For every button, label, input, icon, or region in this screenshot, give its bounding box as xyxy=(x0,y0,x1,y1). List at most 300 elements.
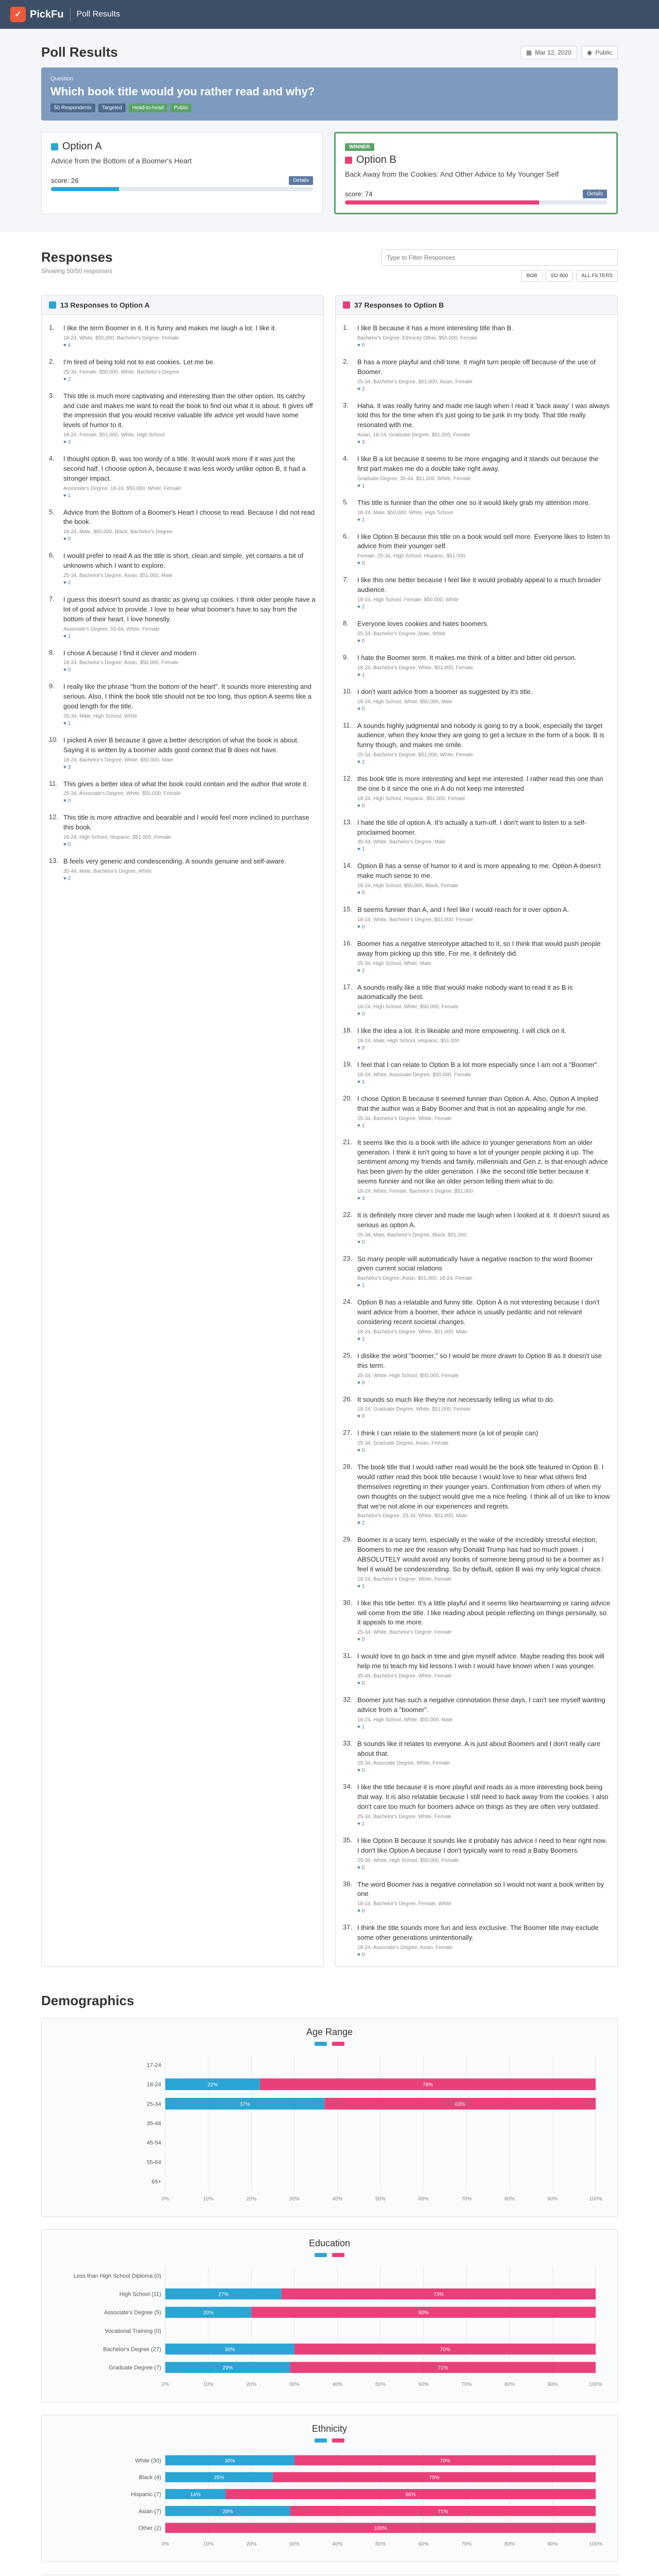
response-text: I like this one better because I feel like it would probably appeal to a much broader audience. xyxy=(357,576,601,594)
response-text: A sounds highly judgmental and nobody is going to try a book, especially the target audience, when they know they are going to get a lecture in the form of a book. B is funny though, and makes me smile. xyxy=(357,721,604,749)
response-demographics: 18-24, High School, White, $50,000, Male xyxy=(357,699,453,705)
x-tick-label: 70% xyxy=(461,2541,472,2547)
question-text: Which book title would you rather read and why? xyxy=(50,85,315,98)
response-number: 1. xyxy=(49,324,55,331)
response-demographics: Bachelor's Degree, 25-34, White, $51,000, Male xyxy=(357,1513,467,1519)
response-like-button[interactable]: ♥ 2 xyxy=(63,875,71,882)
response-item xyxy=(343,1832,610,1875)
response-item xyxy=(343,1056,610,1090)
category-label: Graduate Degree (7) xyxy=(109,2365,161,2371)
response-number: 36. xyxy=(343,1879,353,1888)
demographics-title: Demographics xyxy=(41,1992,134,2008)
response-like-button[interactable]: ♥ 0 xyxy=(357,1952,365,1958)
response-body xyxy=(357,1060,599,1085)
response-demographics: 18-24, High School, Hispanic, $51,000, Female xyxy=(63,835,171,841)
response-item xyxy=(343,857,610,901)
option-a-score-bar xyxy=(51,187,313,191)
response-body xyxy=(357,721,610,766)
response-like-button[interactable]: ♥ 0 xyxy=(63,842,71,848)
response-item xyxy=(343,1206,610,1250)
option-b-responses-column xyxy=(335,295,618,1967)
response-item xyxy=(343,1022,610,1056)
response-like-button[interactable]: ♥ 1 xyxy=(357,483,365,489)
option-b-score: score: 74 xyxy=(345,190,373,198)
response-number: 21. xyxy=(343,1138,353,1146)
demographics-section xyxy=(0,1977,659,2576)
response-body xyxy=(357,575,610,610)
category-label: Black (4) xyxy=(138,2475,161,2481)
response-demographics: 25-34, Bachelor's Degree, White, Female xyxy=(357,1814,452,1820)
response-like-button[interactable]: ♥ 1 xyxy=(63,493,71,499)
response-item xyxy=(49,677,316,731)
response-number: 12. xyxy=(49,813,59,821)
response-like-button[interactable]: ♥ 0 xyxy=(357,638,365,644)
response-item xyxy=(343,397,610,450)
response-body xyxy=(357,687,532,712)
question-card xyxy=(41,67,618,121)
legend-option-b xyxy=(332,2253,344,2257)
response-like-button[interactable]: ♥ 0 xyxy=(357,1011,365,1018)
data-label-option-a: 22% xyxy=(207,2082,218,2088)
response-text: Haha. It was really funny and made me laugh when I read it 'back away' I was always told this for the time when it's just going to be junk in my body. That title really resonated with me. xyxy=(357,401,610,429)
response-body xyxy=(357,401,610,446)
x-tick-label: 50% xyxy=(375,2541,386,2547)
response-like-button[interactable]: ♥ 2 xyxy=(357,604,365,610)
response-item xyxy=(343,1531,610,1594)
response-text: The word Boomer has a negative connotation so I would not want a book written by one xyxy=(357,1880,604,1898)
response-number: 4. xyxy=(49,454,55,463)
response-number: 24. xyxy=(343,1298,353,1306)
response-like-button[interactable]: ♥ 2 xyxy=(63,376,71,382)
response-text: I like B because it has a more interesting title than B. xyxy=(357,324,513,332)
response-text: It seems like this is a book with life advice to younger generations from an older generation. I think it isn't going to have a lot of younger people picking it up. The sentiment among my friends and family, millennials and Gen z, is that enough advice has been given by the older generation. I like the second title better because it seems funnier and not like an older person telling them what to do. xyxy=(357,1138,608,1185)
data-label-option-b: 80% xyxy=(418,2310,429,2316)
x-tick-label: 80% xyxy=(504,2541,515,2547)
response-item xyxy=(49,547,316,590)
option-b-details-button[interactable]: Details xyxy=(583,190,607,198)
response-like-button[interactable]: ♥ 0 xyxy=(357,803,365,809)
option-b-responses-title: 37 Responses to Option B xyxy=(354,301,444,309)
response-like-button[interactable]: ♥ 0 xyxy=(357,1239,365,1245)
response-body xyxy=(63,454,316,499)
response-demographics: 18-24, Bachelor's Degree, White, $51,000, Male xyxy=(357,1329,467,1335)
option-a-card xyxy=(41,132,323,214)
option-a-swatch xyxy=(49,301,56,309)
response-number: 20. xyxy=(343,1094,353,1102)
response-body xyxy=(357,983,610,1018)
x-tick-label: 60% xyxy=(418,2196,429,2202)
visibility-pill[interactable]: ◉ Public xyxy=(581,46,618,59)
response-text: I don't want advice from a boomer as suggested by it's title. xyxy=(357,687,533,696)
response-body xyxy=(357,324,513,348)
response-demographics: 25-34, Bachelor's Degree, $51,000, White, Female xyxy=(357,752,473,758)
response-item xyxy=(343,1647,610,1691)
option-b-description: Back Away from the Cookies: And Other Advice to My Younger Self xyxy=(345,170,559,178)
response-body xyxy=(63,857,286,882)
data-label-option-b: 70% xyxy=(440,2347,450,2353)
response-demographics: 25-34, High School, White, Male xyxy=(357,960,431,967)
x-tick-label: 10% xyxy=(203,2381,214,2387)
response-like-button[interactable]: ♥ 3 xyxy=(63,764,71,770)
response-like-button[interactable]: ♥ 0 xyxy=(357,890,365,896)
category-label: White (30) xyxy=(135,2458,161,2464)
response-body xyxy=(357,1652,610,1686)
response-demographics: 18-24, White, Female, Bachelor's Degree, $51,000 xyxy=(357,1188,473,1194)
response-item xyxy=(49,353,316,387)
response-demographics: 18-24, Male, High School, Hispanic, $51,000 xyxy=(357,1038,459,1044)
data-label-option-a: 14% xyxy=(190,2492,201,2498)
response-text: I picked A over B because it gave a better description of what the book is about. Saying it is written by a boomer adds good context that B does not have. xyxy=(63,736,299,754)
response-text: So many people will automatically have a negative reaction to the word Boomer given current social relations xyxy=(357,1255,593,1273)
response-demographics: Asian, 18-24, Graduate Degree, $51,000, Female xyxy=(357,432,471,438)
response-body xyxy=(63,508,316,543)
option-a-responses-column xyxy=(41,295,324,1967)
response-item xyxy=(49,319,316,353)
response-demographics: Bachelor's Degree, Asian, $51,000, 18-24, Female xyxy=(357,1276,473,1282)
response-text: Everyone loves cookies and hates boomers. xyxy=(357,619,489,628)
response-demographics: 18-24, High School, Hispanic, $51,000, Female xyxy=(357,795,465,802)
response-body xyxy=(63,595,316,639)
response-number: 23. xyxy=(343,1254,353,1262)
data-label-option-a: 37% xyxy=(239,2102,250,2108)
response-demographics: 18-24, Female, $51,000, White, High School xyxy=(63,432,165,438)
response-text: I would prefer to read A as the title is short, clean and simple, yet contains a bit of unknowns which I want to explore. xyxy=(63,552,304,570)
option-a-swatch xyxy=(51,143,58,150)
response-number: 2. xyxy=(343,357,349,365)
x-tick-label: 40% xyxy=(332,2381,343,2387)
response-demographics: 18-24, High School, $50,000, Black, Female xyxy=(357,883,458,889)
response-like-button[interactable]: ♥ 3 xyxy=(63,439,71,446)
winner-badge: WINNER xyxy=(345,143,374,151)
response-number: 13. xyxy=(49,857,59,865)
response-demographics: 25-34, Female, $50,000, White, Bachelor's Degree xyxy=(63,369,179,375)
response-body xyxy=(357,358,610,392)
category-label: 65+ xyxy=(151,2179,161,2185)
response-like-button[interactable]: ♥ 0 xyxy=(63,536,71,543)
response-text: I guess this doesn't sound as drastic as giving up cookies. I think older people have a lot of good advice to provide. I love to hear what boomer's have to say from the bottom of their heart. I love honestly. xyxy=(63,595,316,623)
option-b-score-fill xyxy=(345,200,539,205)
response-text: It is definitely more clever and made me laugh when I looked at it. It doesn't sound as serious as option A. xyxy=(357,1211,610,1229)
response-like-button[interactable]: ♥ 0 xyxy=(357,924,365,930)
response-text: I think the title sounds more fun and less exclusive. The Boomer title may exclude some other generations unintentionally. xyxy=(357,1924,599,1942)
response-demographics: 18-24, High School, White, $50,000, Male xyxy=(357,1717,453,1723)
response-number: 16. xyxy=(343,939,353,947)
response-like-button[interactable]: ♥ 1 xyxy=(357,1336,365,1342)
response-item xyxy=(343,1691,610,1735)
response-number: 8. xyxy=(343,619,349,627)
filter-button-1[interactable]: BOB xyxy=(521,270,542,282)
response-text: I feel that I can relate to Option B a lot more especially since I am not a "Boomer". xyxy=(357,1061,599,1069)
filter-responses-input[interactable] xyxy=(381,249,618,266)
data-label-option-b: 73% xyxy=(433,2292,444,2298)
response-like-button[interactable]: ♥ 1 xyxy=(63,633,71,639)
response-number: 14. xyxy=(343,861,353,870)
response-demographics: 18-24, White, Associate Degree, $50,000, Female xyxy=(357,1072,472,1078)
response-like-button[interactable]: ♥ 0 xyxy=(357,1865,365,1871)
category-label: High School (11) xyxy=(119,2291,161,2298)
response-like-button[interactable]: ♥ 1 xyxy=(357,846,365,853)
response-body xyxy=(357,1836,610,1871)
response-demographics: 35-44, White, Bachelor's Degree, Male xyxy=(357,839,446,845)
response-like-button[interactable]: ♥ 0 xyxy=(357,1768,365,1774)
response-number: 5. xyxy=(49,507,55,516)
response-like-button[interactable]: ♥ 0 xyxy=(357,342,365,348)
response-body xyxy=(357,1599,610,1643)
response-demographics: Associate's Degree, 18-24, $50,000, White, Female xyxy=(63,485,181,492)
response-item xyxy=(343,494,610,528)
response-demographics: 25-34, Bachelor's Degree, Male, White xyxy=(357,631,446,637)
response-item xyxy=(343,901,610,935)
x-tick-label: 20% xyxy=(246,2541,257,2547)
response-like-button[interactable]: ♥ 1 xyxy=(63,720,71,726)
response-body xyxy=(63,649,197,673)
response-item xyxy=(49,387,316,450)
response-item xyxy=(49,775,316,809)
x-tick-label: 60% xyxy=(418,2541,429,2547)
response-like-button[interactable]: ♥ 1 xyxy=(357,1821,365,1827)
response-body xyxy=(357,818,610,853)
response-like-button[interactable]: ♥ 1 xyxy=(357,1724,365,1730)
response-number: 35. xyxy=(343,1836,353,1844)
demographic-chart xyxy=(41,2415,618,2562)
response-text: B seems funnier than A, and I feel like I would reach for it over option A. xyxy=(357,906,569,914)
response-text: Boomer has a negative stereotype attached to it, so I think that would push people away from picking up this title. For me, it definitely did. xyxy=(357,939,601,957)
response-demographics: 18-24, Male, $50,000, Black, Bachelor's Degree xyxy=(63,529,173,535)
data-label-option-b: 70% xyxy=(440,2458,450,2464)
data-label-option-b: 71% xyxy=(438,2365,448,2371)
response-body xyxy=(357,1395,554,1420)
response-like-button[interactable]: ♥ 0 xyxy=(357,561,365,567)
response-like-button[interactable]: ♥ 2 xyxy=(63,580,71,586)
response-text: I like Option B because it sounds like it probably has advice I need to hear right now. I don't like Option A because I don't typically want to read a Baby Boomers. xyxy=(357,1836,607,1854)
response-body xyxy=(357,1535,610,1589)
category-label: 17-24 xyxy=(146,2062,161,2069)
x-tick-label: 20% xyxy=(246,2196,257,2202)
data-label-option-a: 29% xyxy=(222,2509,233,2515)
date-pill: ▦ Mar 12, 2020 xyxy=(521,46,577,59)
response-like-button[interactable]: ♥ 3 xyxy=(357,439,365,446)
response-number: 29. xyxy=(343,1535,353,1544)
x-tick-label: 10% xyxy=(203,2541,214,2547)
category-label: Hispanic (7) xyxy=(131,2491,161,2498)
category-label: 25-34 xyxy=(146,2101,161,2108)
response-text: I like the term Boomer in it. It is funny and makes me laugh a lot. I like it. xyxy=(63,324,277,332)
option-a-score: score: 26 xyxy=(51,177,79,184)
response-item xyxy=(49,731,316,775)
response-demographics: 25-34, White, High School, $50,000, Female xyxy=(357,1372,459,1379)
response-body xyxy=(357,1739,610,1774)
response-demographics: 25-34, Associate's Degree, White, $50,000, Female xyxy=(63,791,181,797)
tag-head-to-head: Head-to-head xyxy=(129,104,167,112)
response-like-button[interactable]: ♥ 2 xyxy=(357,968,365,974)
response-demographics: 18-24, Bachelor's Degree, Asian, $50,000, Female xyxy=(63,660,179,666)
response-like-button[interactable]: ♥ 1 xyxy=(357,1283,365,1289)
stacked-bar-chart xyxy=(52,2051,606,2206)
response-number: 5. xyxy=(343,498,349,506)
response-item xyxy=(49,852,316,886)
response-like-button[interactable]: ♥ 2 xyxy=(357,1520,365,1527)
response-like-button[interactable]: ♥ 0 xyxy=(357,1637,365,1643)
response-number: 17. xyxy=(343,982,353,991)
tag-targeted: Targeted xyxy=(98,104,126,112)
response-like-button[interactable]: ♥ 1 xyxy=(357,517,365,523)
chart-title: Education xyxy=(308,2238,351,2248)
response-number: 30. xyxy=(343,1598,353,1606)
response-text: I thought option B, was too wordy of a title. It would work more if it was just the second half. I choose option A, because it was less wordy unlike option B, it had a stronger impact. xyxy=(63,455,306,482)
response-text: The book title that I would rather read would be the book title featured in Option B. I would rather read this book title because I would love to hear what others find themselves regretting in their younger years. Confirmation from others of when my own thoughts on the subject would give me a nice feeling. I think all of us like to know that we're not alone in our experiences and regrets. xyxy=(357,1463,610,1510)
response-like-button[interactable]: ♥ 0 xyxy=(357,1681,365,1686)
response-like-button[interactable]: ♥ 2 xyxy=(357,759,365,766)
data-label-option-b: 86% xyxy=(405,2492,416,2498)
response-body xyxy=(63,736,316,770)
option-a-responses-title: 13 Responses to Option A xyxy=(60,301,150,309)
response-number: 7. xyxy=(343,575,349,584)
response-body xyxy=(63,324,276,348)
response-item xyxy=(343,1778,610,1832)
response-body xyxy=(357,1026,566,1051)
legend-option-b xyxy=(332,2438,344,2443)
option-a-details-button[interactable]: Details xyxy=(289,176,313,185)
data-label-option-b: 100% xyxy=(374,2526,387,2532)
brand-logo[interactable] xyxy=(10,7,64,22)
response-item xyxy=(343,978,610,1022)
response-number: 10. xyxy=(343,687,353,695)
response-like-button[interactable]: ♥ 4 xyxy=(63,342,71,348)
category-label: Less than High School Diploma (0) xyxy=(74,2273,161,2279)
response-like-button[interactable]: ♥ 0 xyxy=(357,1448,365,1454)
response-demographics: 18-24, Bachelor's Degree, White, $50,000, Male xyxy=(63,757,174,763)
response-body xyxy=(357,619,489,644)
response-like-button[interactable]: ♥ 0 xyxy=(357,1414,365,1420)
response-like-button[interactable]: ♥ 0 xyxy=(357,1908,365,1914)
response-body xyxy=(63,813,316,848)
response-number: 8. xyxy=(49,648,55,656)
demographic-chart xyxy=(41,2229,618,2402)
x-tick-label: 30% xyxy=(289,2196,300,2202)
response-item xyxy=(49,590,316,644)
response-number: 27. xyxy=(343,1429,353,1437)
response-body xyxy=(357,653,577,678)
response-item xyxy=(343,615,610,649)
option-b-title: Option B xyxy=(356,154,396,165)
chart-title: Age Range xyxy=(306,2026,353,2037)
response-text: This title is funnier than the other one so it would likely grab my attention more. xyxy=(357,498,591,506)
response-item xyxy=(343,770,610,814)
demographic-chart xyxy=(41,2018,618,2217)
category-label: 45-54 xyxy=(146,2140,161,2146)
response-number: 28. xyxy=(343,1463,353,1471)
response-number: 2. xyxy=(49,357,55,365)
response-body xyxy=(357,1298,610,1342)
response-number: 3. xyxy=(49,391,55,399)
all-filters-button[interactable]: ALL FILTERS xyxy=(576,270,618,282)
data-label-option-a: 27% xyxy=(218,2292,229,2298)
response-demographics: 18-24, White, Bachelor's Degree, $51,000, Female xyxy=(357,917,473,923)
x-tick-label: 80% xyxy=(504,2196,515,2202)
response-item xyxy=(343,571,610,615)
response-text: B has a more playful and chill tone. It might turn people off because of the use of Boomer. xyxy=(357,358,596,376)
category-label: 55-64 xyxy=(146,2159,161,2166)
response-like-button[interactable]: ♥ 0 xyxy=(357,706,365,712)
response-body xyxy=(357,1211,610,1245)
x-tick-label: 90% xyxy=(547,2381,558,2387)
x-tick-label: 100% xyxy=(589,2541,602,2547)
filter-button-2[interactable]: SO 800 xyxy=(546,270,574,282)
tag-public: Public xyxy=(170,104,192,112)
x-tick-label: 0% xyxy=(161,2541,169,2547)
x-tick-label: 90% xyxy=(547,2541,558,2547)
data-label-option-a: 29% xyxy=(222,2365,233,2371)
response-text: I chose Option B because it seemed funnier than Option A. Also, Option A implied that the author was a Baby Boomer and that is not an appealing angle for me. xyxy=(357,1095,598,1112)
response-like-button[interactable]: ♥ 1 xyxy=(357,1583,365,1589)
pickfu-logo-icon: ✓ xyxy=(10,7,26,22)
response-body xyxy=(357,1783,610,1827)
chart-legend xyxy=(52,2438,607,2443)
response-text: A sounds really like a title that would make nobody want to read it as B is automatically the best. xyxy=(357,983,573,1001)
option-a-description: Advice from the Bottom of a Boomer's Heart xyxy=(51,157,192,165)
response-item xyxy=(343,319,610,353)
response-body xyxy=(357,498,590,523)
brand-name: PickFu xyxy=(30,8,64,20)
response-demographics: Associate's Degree, 55-64, White, Female xyxy=(63,626,160,632)
response-body xyxy=(63,358,215,382)
response-like-button[interactable]: ♥ 0 xyxy=(357,1380,365,1386)
stacked-bar-chart xyxy=(52,2448,606,2551)
response-text: I really like the phrase "from the bottom of the heart". It sounds more interesting and serious. Also, I think the book title should not be too long, thus option A seems like a good length for the title. xyxy=(63,683,312,710)
response-like-button[interactable]: ♥ 3 xyxy=(357,1195,365,1201)
category-label: 18-24 xyxy=(146,2081,161,2088)
response-item xyxy=(343,1875,610,1919)
response-like-button[interactable]: ♥ 0 xyxy=(357,1045,365,1052)
response-item xyxy=(343,1293,610,1347)
response-body xyxy=(357,774,610,809)
response-body xyxy=(357,454,610,489)
response-item xyxy=(343,353,610,397)
response-like-button[interactable]: ♥ 1 xyxy=(357,1079,365,1085)
response-like-button[interactable]: ♥ 0 xyxy=(63,667,71,673)
response-number: 9. xyxy=(49,682,55,690)
response-like-button[interactable]: ♥ 2 xyxy=(357,386,365,392)
option-b-score-bar xyxy=(345,200,607,205)
x-tick-label: 60% xyxy=(418,2381,429,2387)
response-like-button[interactable]: ♥ 1 xyxy=(357,672,365,678)
response-demographics: 18-24, High School, Female, $50,000, White xyxy=(357,597,459,603)
response-demographics: 25-34, Male, High School, White xyxy=(63,713,137,719)
top-bar xyxy=(0,0,659,29)
x-tick-label: 100% xyxy=(589,2381,602,2387)
response-number: 13. xyxy=(343,818,353,826)
chart-title: Ethnicity xyxy=(311,2423,348,2434)
response-item xyxy=(343,1090,610,1133)
response-number: 22. xyxy=(343,1210,353,1218)
response-item xyxy=(343,1458,610,1531)
category-label: Asian (7) xyxy=(138,2508,161,2515)
response-number: 32. xyxy=(343,1696,353,1703)
response-text: This title is more attractive and bearable and I would feel more inclined to purchase this book. xyxy=(63,814,309,832)
response-number: 11. xyxy=(49,779,58,787)
response-like-button[interactable]: ♥ 1 xyxy=(357,1123,365,1129)
response-text: Boomer is a scary term, especially in the wake of the incredibly stressful election, Boomers to me are the reason why Donald Trump has had so much power. I ABSOLUTELY would avoid any books of someone being proud to be a boomer as I feel it would be condescending. So by default, option B was my only logical choice. xyxy=(357,1536,604,1573)
response-number: 10. xyxy=(49,735,59,743)
response-demographics: 18-24, Male, $50,000, White, High School xyxy=(357,510,453,516)
response-like-button[interactable]: ♥ 0 xyxy=(63,798,71,804)
responses-section xyxy=(0,232,659,1977)
response-body xyxy=(357,532,610,567)
response-number: 1. xyxy=(343,324,349,331)
page-title: Poll Results xyxy=(41,44,118,60)
stacked-bar-chart xyxy=(52,2262,606,2391)
response-number: 9. xyxy=(343,653,349,661)
